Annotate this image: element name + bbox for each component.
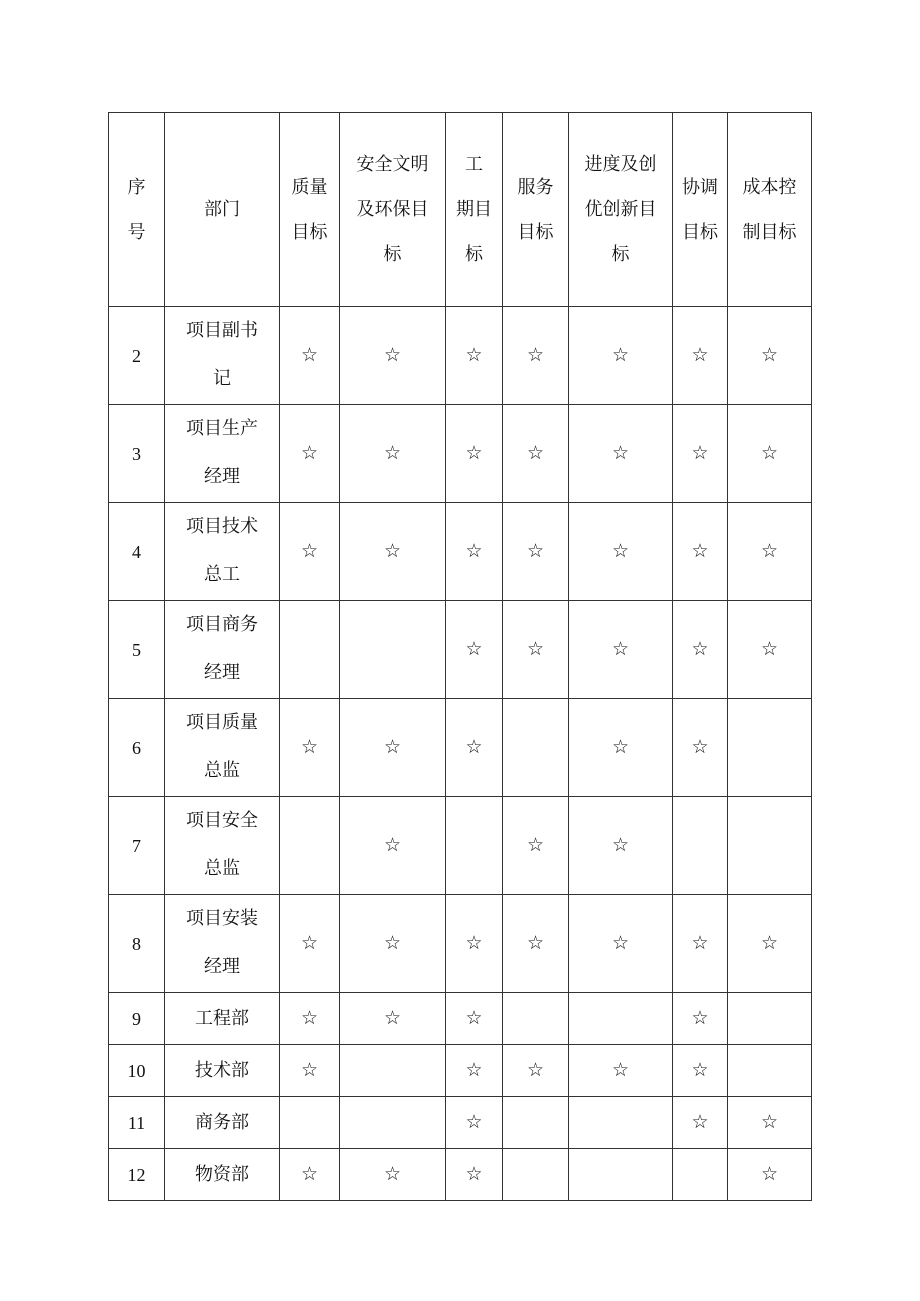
- mark-cell-progress: [569, 993, 673, 1045]
- mark-cell-safety: [340, 797, 446, 895]
- star-mark-icon: ☆: [465, 736, 483, 758]
- column-header-line: 标: [611, 244, 630, 265]
- row-number-cell: 9: [109, 993, 165, 1045]
- column-header-line: 进度及创: [584, 154, 657, 175]
- mark-cell-schedule: [446, 1097, 503, 1149]
- star-mark-icon: ☆: [760, 1111, 779, 1133]
- star-mark-icon: ☆: [465, 1007, 483, 1029]
- mark-cell-quality: [280, 307, 340, 405]
- mark-cell-quality: [280, 699, 340, 797]
- department-cell: [165, 1045, 280, 1097]
- column-header-line: 及环保目: [356, 199, 429, 220]
- department-name-line: 项目技术: [186, 516, 258, 537]
- column-header-schedule: [446, 113, 503, 307]
- mark-cell-progress: [569, 503, 673, 601]
- star-mark-icon: ☆: [760, 344, 779, 366]
- table-row: [109, 895, 812, 993]
- mark-cell-quality: [280, 503, 340, 601]
- star-mark-icon: ☆: [300, 344, 319, 366]
- column-header-line: 服务: [517, 176, 554, 198]
- department-name-line: 总监: [204, 760, 240, 781]
- mark-cell-coord: [673, 797, 728, 895]
- department-cell: [165, 601, 280, 699]
- star-mark-icon: ☆: [611, 540, 630, 562]
- department-cell: [165, 405, 280, 503]
- table-body: [109, 307, 812, 1201]
- column-header-dept: [165, 113, 280, 307]
- mark-cell-progress: [569, 601, 673, 699]
- mark-cell-coord: [673, 307, 728, 405]
- department-name-line: 总监: [204, 858, 240, 879]
- star-mark-icon: ☆: [691, 540, 709, 562]
- mark-cell-cost: [728, 699, 812, 797]
- table-row: [109, 1045, 812, 1097]
- star-mark-icon: ☆: [300, 1007, 319, 1029]
- department-name-line: 记: [213, 368, 231, 389]
- row-number-cell: 5: [109, 601, 165, 699]
- mark-cell-safety: [340, 699, 446, 797]
- star-mark-icon: ☆: [611, 344, 630, 366]
- star-mark-icon: ☆: [465, 344, 483, 366]
- mark-cell-quality: [280, 1097, 340, 1149]
- header-row: [109, 113, 812, 307]
- department-name-line: 项目商务: [186, 614, 258, 635]
- mark-cell-cost: [728, 503, 812, 601]
- mark-cell-quality: [280, 797, 340, 895]
- star-mark-icon: ☆: [691, 344, 709, 366]
- star-mark-icon: ☆: [611, 1059, 630, 1081]
- table-row: [109, 1097, 812, 1149]
- mark-cell-service: [503, 503, 569, 601]
- star-mark-icon: ☆: [611, 638, 630, 660]
- mark-cell-coord: [673, 1045, 728, 1097]
- mark-cell-service: [503, 895, 569, 993]
- table-row: [109, 405, 812, 503]
- mark-cell-cost: [728, 993, 812, 1045]
- column-header-service: [503, 113, 569, 307]
- column-header-seq: [109, 113, 165, 307]
- table-row: [109, 601, 812, 699]
- column-header-line: 安全文明: [356, 154, 429, 175]
- mark-cell-quality: [280, 895, 340, 993]
- star-mark-icon: ☆: [300, 1163, 319, 1185]
- mark-cell-schedule: [446, 993, 503, 1045]
- mark-cell-coord: [673, 405, 728, 503]
- department-name-line: 经理: [204, 466, 240, 487]
- column-header-line: 工: [465, 154, 483, 175]
- mark-cell-cost: [728, 405, 812, 503]
- mark-cell-progress: [569, 895, 673, 993]
- star-mark-icon: ☆: [383, 344, 402, 366]
- department-cell: [165, 503, 280, 601]
- column-header-line: 标: [465, 244, 483, 265]
- column-header-line: 部门: [204, 199, 240, 220]
- star-mark-icon: ☆: [526, 932, 545, 954]
- mark-cell-coord: [673, 895, 728, 993]
- column-header-line: 质量: [291, 176, 328, 198]
- mark-cell-progress: [569, 699, 673, 797]
- star-mark-icon: ☆: [465, 442, 483, 464]
- column-header-line: 期目: [456, 199, 492, 220]
- star-mark-icon: ☆: [465, 932, 483, 954]
- row-number-cell: 8: [109, 895, 165, 993]
- mark-cell-coord: [673, 993, 728, 1045]
- table-row: [109, 503, 812, 601]
- star-mark-icon: ☆: [760, 638, 779, 660]
- table-row: [109, 699, 812, 797]
- column-header-line: 序: [127, 176, 146, 198]
- mark-cell-quality: [280, 1149, 340, 1201]
- star-mark-icon: ☆: [300, 540, 319, 562]
- mark-cell-quality: [280, 1045, 340, 1097]
- mark-cell-cost: [728, 797, 812, 895]
- star-mark-icon: ☆: [760, 540, 779, 562]
- mark-cell-cost: [728, 895, 812, 993]
- department-cell: [165, 699, 280, 797]
- mark-cell-service: [503, 1097, 569, 1149]
- mark-cell-progress: [569, 405, 673, 503]
- mark-cell-progress: [569, 1097, 673, 1149]
- department-name-line: 技术部: [195, 1059, 249, 1081]
- mark-cell-progress: [569, 797, 673, 895]
- department-cell: [165, 1097, 280, 1149]
- mark-cell-service: [503, 601, 569, 699]
- row-number-cell: 6: [109, 699, 165, 797]
- mark-cell-service: [503, 1045, 569, 1097]
- mark-cell-schedule: [446, 405, 503, 503]
- mark-cell-coord: [673, 1097, 728, 1149]
- star-mark-icon: ☆: [300, 736, 319, 758]
- mark-cell-safety: [340, 405, 446, 503]
- department-name-line: 工程部: [195, 1007, 249, 1029]
- star-mark-icon: ☆: [300, 1059, 319, 1081]
- department-name-line: 项目副书: [186, 320, 258, 341]
- column-header-line: 目标: [291, 221, 328, 243]
- mark-cell-schedule: [446, 797, 503, 895]
- star-mark-icon: ☆: [383, 442, 402, 464]
- mark-cell-progress: [569, 1149, 673, 1201]
- star-mark-icon: ☆: [383, 540, 402, 562]
- mark-cell-cost: [728, 307, 812, 405]
- column-header-line: 目标: [682, 221, 718, 243]
- department-name-line: 经理: [204, 956, 240, 977]
- mark-cell-schedule: [446, 1045, 503, 1097]
- department-name-line: 项目安装: [186, 908, 258, 929]
- mark-cell-service: [503, 405, 569, 503]
- department-name-line: 经理: [204, 662, 240, 683]
- star-mark-icon: ☆: [465, 1163, 483, 1185]
- mark-cell-coord: [673, 1149, 728, 1201]
- column-header-line: 制目标: [742, 221, 797, 243]
- column-header-line: 成本控: [742, 176, 797, 198]
- star-mark-icon: ☆: [383, 736, 402, 758]
- mark-cell-safety: [340, 895, 446, 993]
- column-header-safety: [340, 113, 446, 307]
- mark-cell-cost: [728, 1097, 812, 1149]
- column-header-cost: [728, 113, 812, 307]
- column-header-line: 标: [383, 244, 402, 265]
- department-name-line: 项目生产: [186, 418, 258, 439]
- row-number-cell: 12: [109, 1149, 165, 1201]
- mark-cell-service: [503, 993, 569, 1045]
- mark-cell-cost: [728, 601, 812, 699]
- star-mark-icon: ☆: [691, 736, 709, 758]
- star-mark-icon: ☆: [691, 638, 709, 660]
- row-number-cell: 11: [109, 1097, 165, 1149]
- department-cell: [165, 307, 280, 405]
- mark-cell-service: [503, 699, 569, 797]
- star-mark-icon: ☆: [526, 344, 545, 366]
- column-header-coord: [673, 113, 728, 307]
- row-number-cell: 7: [109, 797, 165, 895]
- star-mark-icon: ☆: [383, 1163, 402, 1185]
- department-name-line: 总工: [204, 564, 240, 585]
- mark-cell-schedule: [446, 895, 503, 993]
- mark-cell-safety: [340, 503, 446, 601]
- table-row: [109, 797, 812, 895]
- mark-cell-quality: [280, 405, 340, 503]
- star-mark-icon: ☆: [691, 1059, 709, 1081]
- star-mark-icon: ☆: [300, 932, 319, 954]
- star-mark-icon: ☆: [611, 442, 630, 464]
- star-mark-icon: ☆: [526, 540, 545, 562]
- mark-cell-quality: [280, 993, 340, 1045]
- responsibility-matrix-table: [108, 112, 812, 1201]
- star-mark-icon: ☆: [300, 442, 319, 464]
- star-mark-icon: ☆: [526, 442, 545, 464]
- mark-cell-safety: [340, 601, 446, 699]
- mark-cell-coord: [673, 503, 728, 601]
- column-header-quality: [280, 113, 340, 307]
- star-mark-icon: ☆: [465, 638, 483, 660]
- department-name-line: 商务部: [195, 1111, 249, 1133]
- mark-cell-service: [503, 797, 569, 895]
- mark-cell-service: [503, 1149, 569, 1201]
- star-mark-icon: ☆: [611, 736, 630, 758]
- star-mark-icon: ☆: [526, 834, 545, 856]
- star-mark-icon: ☆: [691, 442, 709, 464]
- column-header-line: 目标: [517, 221, 554, 243]
- department-cell: [165, 797, 280, 895]
- mark-cell-progress: [569, 1045, 673, 1097]
- department-cell: [165, 993, 280, 1045]
- row-number-cell: 4: [109, 503, 165, 601]
- column-header-progress: [569, 113, 673, 307]
- mark-cell-safety: [340, 1097, 446, 1149]
- table-row: [109, 993, 812, 1045]
- mark-cell-safety: [340, 993, 446, 1045]
- mark-cell-schedule: [446, 601, 503, 699]
- column-header-line: 协调: [682, 176, 718, 198]
- star-mark-icon: ☆: [526, 638, 545, 660]
- column-header-line: 优创新目: [584, 199, 657, 220]
- star-mark-icon: ☆: [465, 1111, 483, 1133]
- mark-cell-schedule: [446, 699, 503, 797]
- mark-cell-cost: [728, 1149, 812, 1201]
- star-mark-icon: ☆: [760, 442, 779, 464]
- star-mark-icon: ☆: [383, 1007, 402, 1029]
- star-mark-icon: ☆: [691, 932, 709, 954]
- table-row: [109, 1149, 812, 1201]
- mark-cell-quality: [280, 601, 340, 699]
- star-mark-icon: ☆: [760, 932, 779, 954]
- star-mark-icon: ☆: [383, 932, 402, 954]
- column-header-line: 号: [127, 221, 146, 243]
- star-mark-icon: ☆: [691, 1111, 709, 1133]
- department-cell: [165, 1149, 280, 1201]
- star-mark-icon: ☆: [465, 540, 483, 562]
- department-name-line: 项目质量: [186, 712, 258, 733]
- mark-cell-cost: [728, 1045, 812, 1097]
- mark-cell-service: [503, 307, 569, 405]
- mark-cell-progress: [569, 307, 673, 405]
- star-mark-icon: ☆: [611, 834, 630, 856]
- star-mark-icon: ☆: [526, 1059, 545, 1081]
- table-row: [109, 307, 812, 405]
- mark-cell-coord: [673, 699, 728, 797]
- star-mark-icon: ☆: [383, 834, 402, 856]
- row-number-cell: 2: [109, 307, 165, 405]
- mark-cell-safety: [340, 1045, 446, 1097]
- mark-cell-safety: [340, 307, 446, 405]
- star-mark-icon: ☆: [760, 1163, 779, 1185]
- department-name-line: 物资部: [195, 1163, 249, 1185]
- mark-cell-schedule: [446, 307, 503, 405]
- department-cell: [165, 895, 280, 993]
- mark-cell-schedule: [446, 1149, 503, 1201]
- star-mark-icon: ☆: [691, 1007, 709, 1029]
- star-mark-icon: ☆: [465, 1059, 483, 1081]
- mark-cell-coord: [673, 601, 728, 699]
- row-number-cell: 10: [109, 1045, 165, 1097]
- department-name-line: 项目安全: [186, 810, 258, 831]
- mark-cell-safety: [340, 1149, 446, 1201]
- row-number-cell: 3: [109, 405, 165, 503]
- mark-cell-schedule: [446, 503, 503, 601]
- star-mark-icon: ☆: [611, 932, 630, 954]
